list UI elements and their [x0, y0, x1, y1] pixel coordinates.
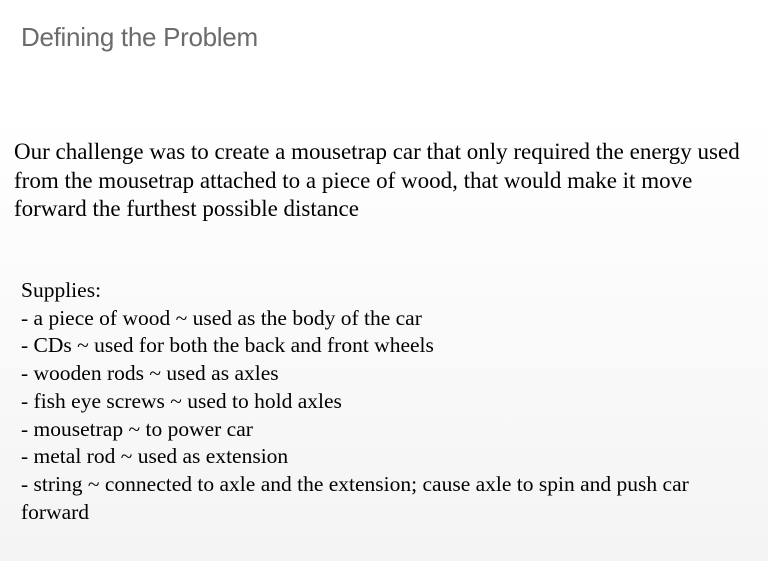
supply-item: - metal rod ~ used as extension [21, 444, 289, 469]
supplies-heading: Supplies: [21, 278, 102, 302]
supply-item: - a piece of wood ~ used as the body of the car [21, 305, 422, 330]
supply-item: - fish eye screws ~ used to hold axles [21, 388, 342, 413]
slide-title: Defining the Problem [21, 22, 258, 52]
supply-item: - mousetrap ~ to power car [21, 416, 253, 441]
supply-item: - wooden rods ~ used as axles [21, 361, 279, 386]
challenge-paragraph: Our challenge was to create a mousetrap car that only required the energy used from the mousetrap attached to a piece of wood, that would make it move forward the furthest possible distance [14, 139, 740, 221]
supply-item: - string ~ connected to axle and the extension; cause axle to spin and push car forward [21, 471, 689, 524]
supply-item: - CDs ~ used for both the back and front wheels [21, 333, 434, 358]
supplies-list [21, 277, 751, 526]
